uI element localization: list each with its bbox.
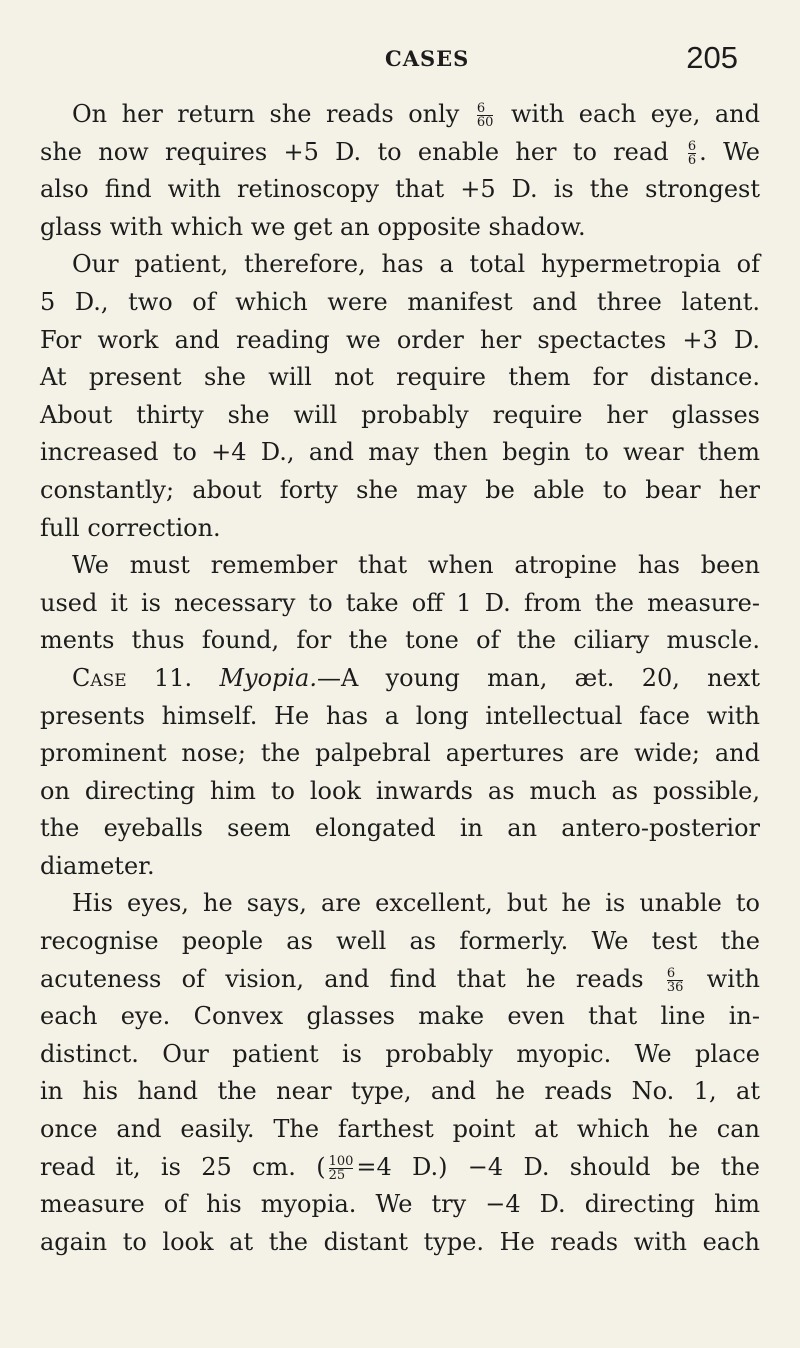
text-line: His eyes, he says, are excellent, but he is unable to	[72, 889, 760, 918]
text-line: read it, is 25 cm. ( $\frac{100}{25}$ =4 D.) −4 D. should be the	[40, 1152, 761, 1183]
fraction-100-25: $\frac{100}{25}$	[328, 1153, 354, 1183]
text-line: used it is necessary to take off 1 D. from the measure-	[40, 588, 760, 617]
text-line: each eye. Convex glasses make even that line in-	[40, 1002, 760, 1031]
case-title: Myopia.	[219, 663, 317, 692]
text-line: prominent nose; the palpebral apertures are wide; and	[40, 739, 760, 768]
fraction-6-36: $\frac{6}{36}$	[666, 965, 684, 995]
text-line: ments thus found, for the tone of the ciliary muscle.	[40, 626, 760, 655]
text-line: We must remember that when atropine has been	[72, 551, 760, 580]
text-line: full correction.	[40, 513, 221, 542]
text-line: measure of his myopia. We try −4 D. directing him	[40, 1190, 760, 1219]
text-line: she now requires +5 D. to enable her to read $\frac{6}{6}$ . We	[40, 137, 760, 168]
text-line: recognise people as well as formerly. We test the	[40, 927, 760, 956]
text-line: glass with which we get an opposite shadow.	[40, 212, 586, 241]
text-line: increased to +4 D., and may then begin to wear them	[40, 438, 760, 467]
fraction-6-6: $\frac{6}{6}$	[687, 138, 697, 168]
text-line: On her return she reads only $\frac{6}{60}$ with each eye, and	[72, 100, 760, 130]
text-line: 5 D., two of which were manifest and three latent.	[40, 287, 760, 316]
text-line: For work and reading we order her spectactes +3 D.	[40, 325, 760, 354]
text-line: also find with retinoscopy that +5 D. is the strongest	[40, 175, 760, 204]
case-label: Case	[72, 663, 127, 692]
text-line: on directing him to look inwards as much as possible,	[40, 776, 760, 805]
text-line: once and easily. The farthest point at which he can	[40, 1115, 760, 1144]
case-heading-line: Case 11. Myopia.—A young man, æt. 20, next	[72, 663, 760, 692]
text-line: About thirty she will probably require her glasses	[40, 400, 760, 429]
text-line: the eyeballs seem elongated in an antero-posterior	[40, 814, 760, 843]
page-number: 205	[686, 40, 738, 75]
text-line: distinct. Our patient is probably myopic. We place	[40, 1039, 760, 1068]
body-text	[40, 96, 760, 1261]
text-line: in his hand the near type, and he reads No. 1, at	[40, 1077, 760, 1106]
page-header	[0, 40, 800, 80]
text-line: At present she will not require them for distance.	[40, 363, 760, 392]
fraction-6-60: $\frac{6}{60}$	[476, 101, 494, 130]
text-line: presents himself. He has a long intellectual face with	[40, 701, 760, 730]
text-line: acuteness of vision, and find that he reads $\frac{6}{36}$ with	[40, 964, 760, 995]
text-line: again to look at the distant type. He reads with each	[40, 1227, 760, 1256]
text-line: Our patient, therefore, has a total hypermetropia of	[72, 250, 760, 279]
running-head: CASES	[385, 46, 470, 71]
text-line: constantly; about forty she may be able to bear her	[40, 475, 760, 504]
text-line: diameter.	[40, 851, 155, 880]
